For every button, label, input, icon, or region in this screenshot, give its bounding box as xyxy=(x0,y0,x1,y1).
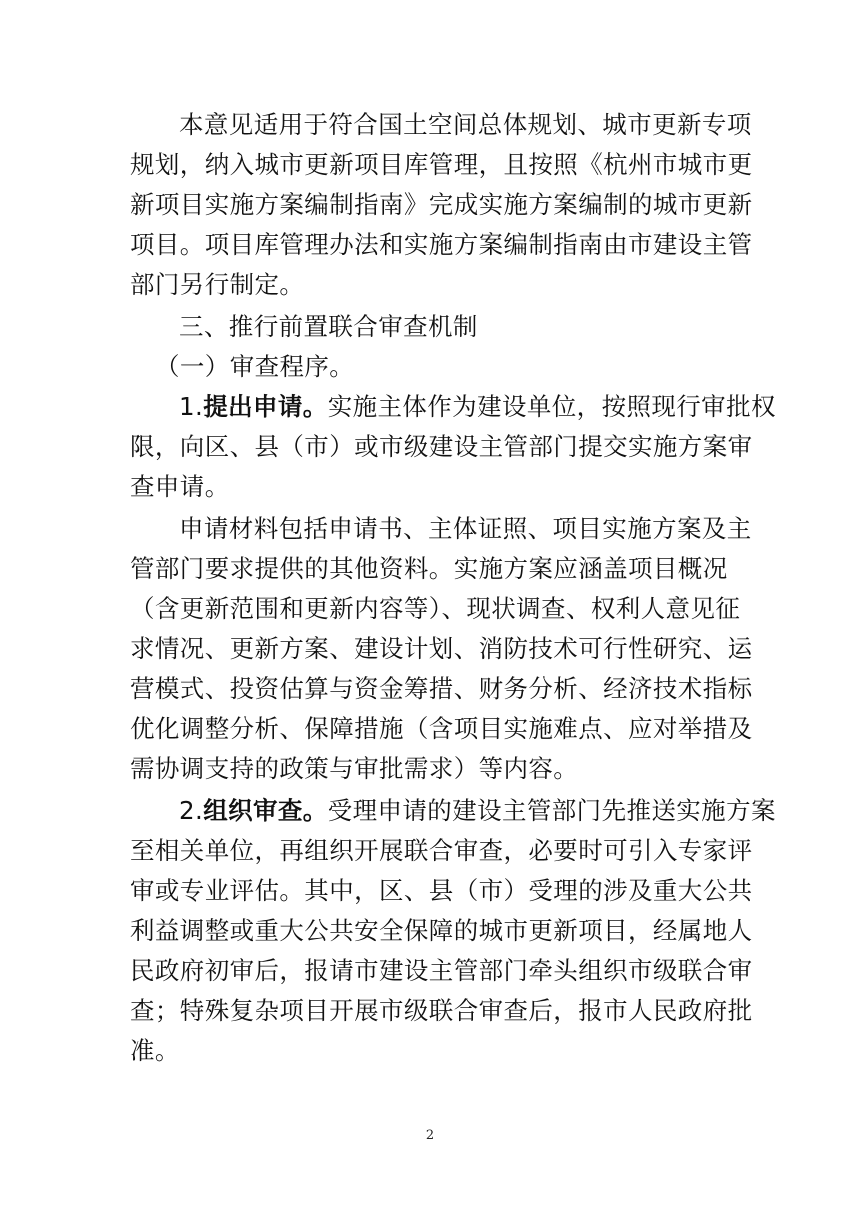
text-line: （含更新范围和更新内容等）、现状调查、权利人意见征 xyxy=(130,594,741,623)
text-line: 限，向区、县（市）或市级建设主管部门提交实施方案审 xyxy=(130,432,753,461)
paragraph-materials xyxy=(130,509,753,789)
step-text: 受理申请的建设主管部门先推送实施方案 xyxy=(327,796,776,825)
text-line: 求情况、更新方案、建设计划、消防技术可行性研究、运 xyxy=(130,634,753,663)
text-line: 需协调支持的政策与审批需求）等内容。 xyxy=(130,754,579,783)
step-number: 2. xyxy=(179,796,204,825)
text-line: 规划，纳入城市更新项目库管理，且按照《杭州市城市更 xyxy=(130,150,753,179)
text-line: 优化调整分析、保障措施（含项目实施难点、应对举措及 xyxy=(130,714,753,743)
paragraph-step-2 xyxy=(130,791,776,1071)
step-text: 实施主体作为建设单位，按照现行审批权 xyxy=(327,392,776,421)
section-heading: 三、推行前置联合审查机制 xyxy=(179,312,478,341)
paragraph-scope xyxy=(130,105,753,305)
text-line: 审或专业评估。其中，区、县（市）受理的涉及重大公共 xyxy=(130,876,753,905)
text-line xyxy=(130,791,776,831)
step-number: 1. xyxy=(179,392,204,421)
text-line: 本意见适用于符合国土空间总体规划、城市更新专项 xyxy=(179,110,752,139)
text-line: 申请材料包括申请书、主体证照、项目实施方案及主 xyxy=(179,514,752,543)
text-line: 管部门要求提供的其他资料。实施方案应涵盖项目概况 xyxy=(130,554,728,583)
text-line: 利益调整或重大公共安全保障的城市更新项目，经属地人 xyxy=(130,916,753,945)
step-title: 提出申请。 xyxy=(203,392,328,421)
text-line: 项目。项目库管理办法和实施方案编制指南由市建设主管 xyxy=(130,230,753,259)
text-line: 至相关单位，再组织开展联合审查，必要时可引入专家评 xyxy=(130,836,753,865)
text-line: 准。 xyxy=(130,1036,180,1065)
subsection-heading: （一）审查程序。 xyxy=(155,352,355,381)
text-line: 新项目实施方案编制指南》完成实施方案编制的城市更新 xyxy=(130,190,753,219)
text-line: 查申请。 xyxy=(130,472,230,501)
text-line: 查；特殊复杂项目开展市级联合审查后，报市人民政府批 xyxy=(130,996,753,1025)
text-line xyxy=(130,387,776,427)
paragraph-step-1 xyxy=(130,387,776,507)
page-number: 2 xyxy=(425,1128,435,1143)
text-line: 营模式、投资估算与资金筹措、财务分析、经济技术指标 xyxy=(130,674,753,703)
document-body xyxy=(130,105,776,1071)
step-title: 组织审查。 xyxy=(203,796,328,825)
text-line: 民政府初审后，报请市建设主管部门牵头组织市级联合审 xyxy=(130,956,753,985)
text-line: 部门另行制定。 xyxy=(130,270,305,299)
